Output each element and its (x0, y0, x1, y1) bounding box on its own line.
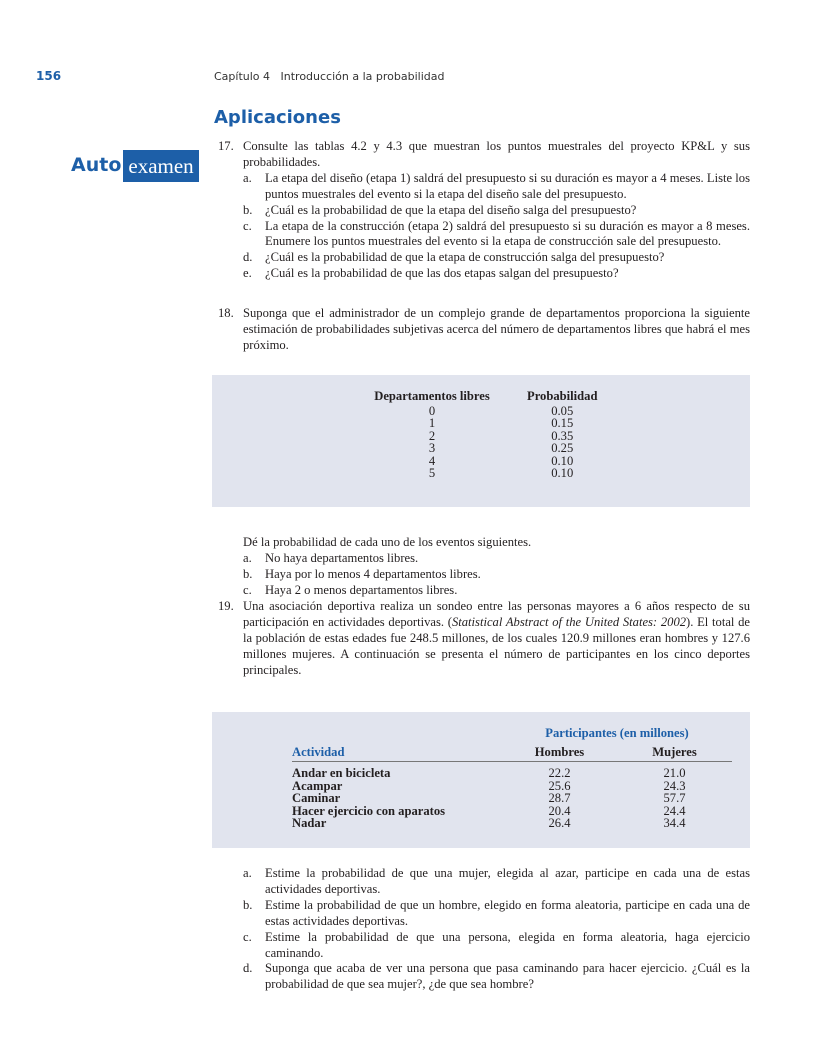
cell: 0.35 (551, 428, 574, 443)
page-number: 156 (36, 69, 62, 83)
exercise-19 (218, 599, 750, 679)
sub-question (243, 171, 750, 203)
cell: 3 (428, 441, 436, 455)
col-header: Probabilidad (527, 389, 598, 403)
text: ). El total de la población de estas edades fue 248.5 millones, de los cuales 120.9 millones eran hombres y 127.6 millones mujeres. A continuación se presenta el número de participantes en los cinco deportes principales. (243, 614, 751, 677)
table-row (292, 762, 732, 780)
cell: 34.4 (663, 816, 686, 830)
group-header: Participantes (en millones) (545, 726, 689, 740)
sub-text: Estime la probabilidad de que una persona, elegida en forma aleatoria, haga ejercicio caminando. (265, 929, 750, 960)
cell: 0.15 (551, 416, 574, 430)
exercise-19-questions (218, 866, 750, 993)
sub-question (243, 219, 750, 251)
sub-letter: b. (243, 897, 253, 912)
table-row (337, 467, 597, 480)
col-header: Mujeres (652, 744, 697, 759)
exercise-number: 17. (218, 139, 234, 153)
sub-letter: a. (243, 866, 252, 880)
sub-text: Estime la probabilidad de que un hombre, elegido en forma aleatoria, participe en cada una de estas actividades deportivas. (265, 897, 750, 928)
sub-letter: c. (243, 582, 252, 597)
cell: 0.10 (551, 453, 574, 468)
table-row (337, 442, 597, 455)
cell: 26.4 (548, 816, 571, 830)
sub-question (243, 551, 750, 567)
vacancy-table (337, 390, 597, 480)
sub-letter: a. (243, 170, 252, 185)
sub-letter: b. (243, 202, 253, 217)
sub-question (243, 203, 750, 219)
sub-letter: d. (243, 250, 253, 265)
cell: 0.10 (551, 466, 574, 480)
exercise-18 (218, 306, 750, 354)
cell: 24.4 (663, 803, 686, 818)
cell: Andar en bicicleta (292, 766, 391, 780)
table-row (337, 417, 597, 430)
cell: 2 (428, 428, 436, 443)
sub-letter: e. (243, 266, 252, 281)
exercise-18-questions (218, 535, 750, 599)
sub-text: ¿Cuál es la probabilidad de que la etapa del diseño salga del presupuesto? (265, 202, 637, 217)
cell: 25.6 (548, 778, 571, 793)
exercise-text: Suponga que el administrador de un complejo grande de departamentos proporciona la siguiente estimación de probabilidades subjetivas acerca del número de departamentos libres que habrá el mes próximo. (243, 306, 750, 352)
exercise-text: Consulte las tablas 4.2 y 4.3 que muestran los puntos muestrales del proyecto KP&L y sus probabilidades. (243, 139, 750, 169)
cell: 22.2 (548, 766, 571, 780)
running-head: Capítulo 4 Introducción a la probabilidad (214, 70, 445, 83)
autoexamen-auto: Auto (71, 154, 122, 177)
sub-text: Estime la probabilidad de que una mujer, elegida al azar, participe en cada una de estas actividades deportivas. (265, 866, 750, 896)
cell: Acampar (292, 778, 343, 793)
sub-question (243, 898, 750, 930)
section-title: Aplicaciones (214, 107, 341, 128)
cell: 5 (428, 466, 436, 480)
sub-question (243, 866, 750, 898)
cell: 0 (428, 403, 436, 418)
cell: 57.7 (663, 791, 686, 805)
participants-table-panel (212, 712, 750, 848)
sub-text: Haya por lo menos 4 departamentos libres. (265, 566, 481, 581)
cell: Nadar (292, 816, 327, 830)
autoexamen-badge (71, 150, 199, 182)
cell: Caminar (292, 791, 341, 805)
cell: 28.7 (548, 791, 571, 805)
cell: 21.0 (663, 766, 686, 780)
autoexamen-examen: examen (123, 150, 198, 182)
sub-letter: b. (243, 566, 253, 581)
sub-text: ¿Cuál es la probabilidad de que las dos etapas salgan del presupuesto? (265, 266, 619, 281)
sub-question (243, 266, 750, 282)
sub-text: Suponga que acaba de ver una persona que pasa caminando para hacer ejercicio. ¿Cuál es la probabilidad de que sea mujer?, ¿de que sea hombre? (265, 961, 750, 992)
sub-question (243, 930, 750, 962)
vacancy-table-panel (212, 375, 750, 507)
sub-letter: c. (243, 218, 252, 233)
table-row (292, 792, 732, 805)
sub-text: ¿Cuál es la probabilidad de que la etapa de construcción salga del presupuesto? (265, 250, 665, 265)
exercise-number: 18. (218, 306, 234, 320)
sub-question (243, 583, 750, 599)
cell: 4 (428, 453, 436, 468)
sub-text: La etapa de la construcción (etapa 2) saldrá del presupuesto si su duración es mayor a 8 meses. Enumere los puntos muestrales del evento si la etapa de construcción sale del presupuesto. (265, 218, 750, 249)
sub-letter: c. (243, 929, 252, 944)
cell: 0.05 (551, 403, 574, 418)
table-row (292, 817, 732, 830)
cell: Hacer ejercicio con aparatos (292, 803, 446, 818)
sub-text: Haya 2 o menos departamentos libres. (265, 582, 458, 597)
sub-letter: a. (243, 550, 252, 565)
exercise-number: 19. (218, 599, 234, 613)
cell: 1 (428, 416, 436, 430)
sub-question (243, 567, 750, 583)
cell: 24.3 (663, 778, 686, 793)
col-header: Departamentos libres (374, 389, 490, 403)
participants-table (292, 727, 732, 830)
exercise-17 (218, 139, 750, 282)
sub-question (243, 961, 750, 993)
sub-text: No haya departamentos libres. (265, 550, 419, 565)
col-header: Hombres (534, 744, 585, 759)
cell: 0.25 (551, 441, 574, 455)
sub-letter: d. (243, 961, 253, 976)
citation: Statistical Abstract of the United States: 2002 (451, 614, 687, 629)
exercise-text: Dé la probabilidad de cada uno de los eventos siguientes. (243, 535, 532, 549)
col-header: Actividad (292, 744, 345, 759)
cell: 20.4 (548, 803, 571, 818)
sub-question (243, 250, 750, 266)
text: Una asociación deportiva realiza un sondeo entre las personas mayores a 6 años respecto de su participación en actividades deportivas. ( (243, 599, 750, 629)
sub-text: La etapa del diseño (etapa 1) saldrá del presupuesto si su duración es mayor a 4 meses. Liste los puntos muestrales del evento si la etapa del diseño sale del presupuesto. (265, 170, 750, 201)
exercise-text (243, 599, 750, 679)
